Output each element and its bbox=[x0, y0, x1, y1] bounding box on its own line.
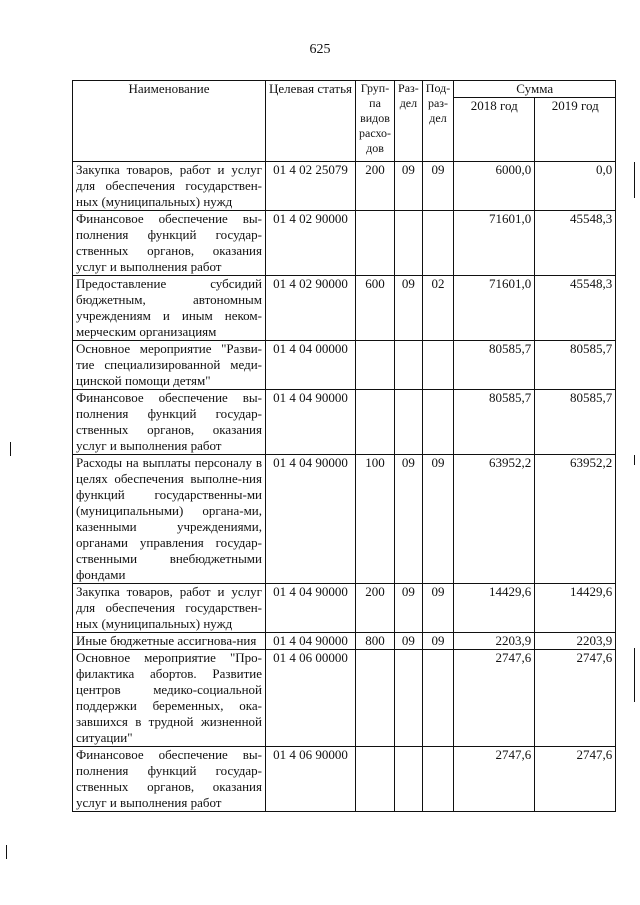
expense-group bbox=[356, 341, 395, 390]
table-row bbox=[73, 455, 616, 584]
section bbox=[395, 747, 423, 812]
sum-2018: 71601,0 bbox=[454, 276, 535, 341]
table-row bbox=[73, 584, 616, 633]
table-row bbox=[73, 162, 616, 211]
table-row bbox=[73, 341, 616, 390]
header-year-2018: 2018 год bbox=[454, 98, 535, 162]
subsection: 02 bbox=[422, 276, 453, 341]
section: 09 bbox=[395, 455, 423, 584]
expense-group bbox=[356, 390, 395, 455]
subsection bbox=[422, 390, 453, 455]
table-row bbox=[73, 390, 616, 455]
row-name: Предоставление субсидий бюджетным, автономным учреждениям и иным неком-мерческим организациям bbox=[73, 276, 266, 341]
header-section: Раз-дел bbox=[395, 81, 423, 162]
section bbox=[395, 390, 423, 455]
expense-group bbox=[356, 211, 395, 276]
sum-2018: 2203,9 bbox=[454, 633, 535, 650]
table-row bbox=[73, 650, 616, 747]
sum-2018: 6000,0 bbox=[454, 162, 535, 211]
header-target-article: Целевая статья bbox=[266, 81, 356, 162]
row-name: Основное мероприятие "Про-филактика абортов. Развитие центров медико-социальной поддержки беременных, ока-завшихся в трудной жизненной ситуации" bbox=[73, 650, 266, 747]
header-sum: Сумма bbox=[454, 81, 616, 98]
section: 09 bbox=[395, 584, 423, 633]
row-name: Закупка товаров, работ и услуг для обеспечения государствен-ных (муниципальных) нужд bbox=[73, 584, 266, 633]
target-article: 01 4 06 90000 bbox=[266, 747, 356, 812]
row-name: Расходы на выплаты персоналу в целях обеспечения выполне-ния функций государственны-ми (муниципальными) органа-ми, казенными учреждениями, органами управления государ-ственными внебюджетными фондами bbox=[73, 455, 266, 584]
target-article: 01 4 04 90000 bbox=[266, 455, 356, 584]
target-article: 01 4 02 90000 bbox=[266, 211, 356, 276]
expense-group bbox=[356, 650, 395, 747]
header-name: Наименование bbox=[73, 81, 266, 162]
sum-2019: 45548,3 bbox=[535, 276, 616, 341]
section bbox=[395, 211, 423, 276]
table-row bbox=[73, 747, 616, 812]
expense-group bbox=[356, 747, 395, 812]
expense-group: 600 bbox=[356, 276, 395, 341]
target-article: 01 4 06 00000 bbox=[266, 650, 356, 747]
target-article: 01 4 04 90000 bbox=[266, 633, 356, 650]
sum-2018: 2747,6 bbox=[454, 650, 535, 747]
section: 09 bbox=[395, 162, 423, 211]
sum-2018: 14429,6 bbox=[454, 584, 535, 633]
subsection: 09 bbox=[422, 455, 453, 584]
sum-2019: 63952,2 bbox=[535, 455, 616, 584]
section bbox=[395, 341, 423, 390]
target-article: 01 4 02 90000 bbox=[266, 276, 356, 341]
row-name: Финансовое обеспечение вы-полнения функций государ-ственных органов, оказания услуг и выполнения работ bbox=[73, 211, 266, 276]
target-article: 01 4 02 25079 bbox=[266, 162, 356, 211]
target-article: 01 4 04 90000 bbox=[266, 390, 356, 455]
edge-mark bbox=[634, 648, 635, 702]
section bbox=[395, 650, 423, 747]
sum-2018: 2747,6 bbox=[454, 747, 535, 812]
row-name: Основное мероприятие "Разви-тие специализированной меди-цинской помощи детям" bbox=[73, 341, 266, 390]
target-article: 01 4 04 90000 bbox=[266, 584, 356, 633]
expense-group: 100 bbox=[356, 455, 395, 584]
section: 09 bbox=[395, 276, 423, 341]
sum-2019: 2203,9 bbox=[535, 633, 616, 650]
table-row bbox=[73, 633, 616, 650]
edge-mark bbox=[634, 455, 635, 465]
sum-2019: 0,0 bbox=[535, 162, 616, 211]
row-name: Финансовое обеспечение вы-полнения функций государ-ственных органов, оказания услуг и выполнения работ bbox=[73, 747, 266, 812]
sum-2019: 2747,6 bbox=[535, 747, 616, 812]
sum-2018: 63952,2 bbox=[454, 455, 535, 584]
header-year-2019: 2019 год bbox=[535, 98, 616, 162]
budget-table bbox=[72, 80, 616, 812]
sum-2018: 71601,0 bbox=[454, 211, 535, 276]
row-name: Финансовое обеспечение вы-полнения функций государ-ственных органов, оказания услуг и выполнения работ bbox=[73, 390, 266, 455]
header-expense-group: Груп-па видов расхо-дов bbox=[356, 81, 395, 162]
section: 09 bbox=[395, 633, 423, 650]
edge-mark bbox=[634, 162, 635, 198]
subsection: 09 bbox=[422, 584, 453, 633]
expense-group: 200 bbox=[356, 584, 395, 633]
subsection bbox=[422, 650, 453, 747]
edge-mark bbox=[6, 845, 7, 859]
edge-mark bbox=[10, 442, 11, 456]
target-article: 01 4 04 00000 bbox=[266, 341, 356, 390]
sum-2019: 45548,3 bbox=[535, 211, 616, 276]
page-number: 625 bbox=[309, 42, 331, 57]
sum-2019: 2747,6 bbox=[535, 650, 616, 747]
sum-2018: 80585,7 bbox=[454, 390, 535, 455]
sum-2019: 80585,7 bbox=[535, 341, 616, 390]
sum-2018: 80585,7 bbox=[454, 341, 535, 390]
expense-group: 200 bbox=[356, 162, 395, 211]
subsection: 09 bbox=[422, 633, 453, 650]
expense-group: 800 bbox=[356, 633, 395, 650]
subsection: 09 bbox=[422, 162, 453, 211]
sum-2019: 14429,6 bbox=[535, 584, 616, 633]
row-name: Закупка товаров, работ и услуг для обеспечения государствен-ных (муниципальных) нужд bbox=[73, 162, 266, 211]
subsection bbox=[422, 211, 453, 276]
row-name: Иные бюджетные ассигнова-ния bbox=[73, 633, 266, 650]
header-subsection: Под-раз-дел bbox=[422, 81, 453, 162]
table-row bbox=[73, 276, 616, 341]
subsection bbox=[422, 341, 453, 390]
sum-2019: 80585,7 bbox=[535, 390, 616, 455]
table-row bbox=[73, 211, 616, 276]
subsection bbox=[422, 747, 453, 812]
